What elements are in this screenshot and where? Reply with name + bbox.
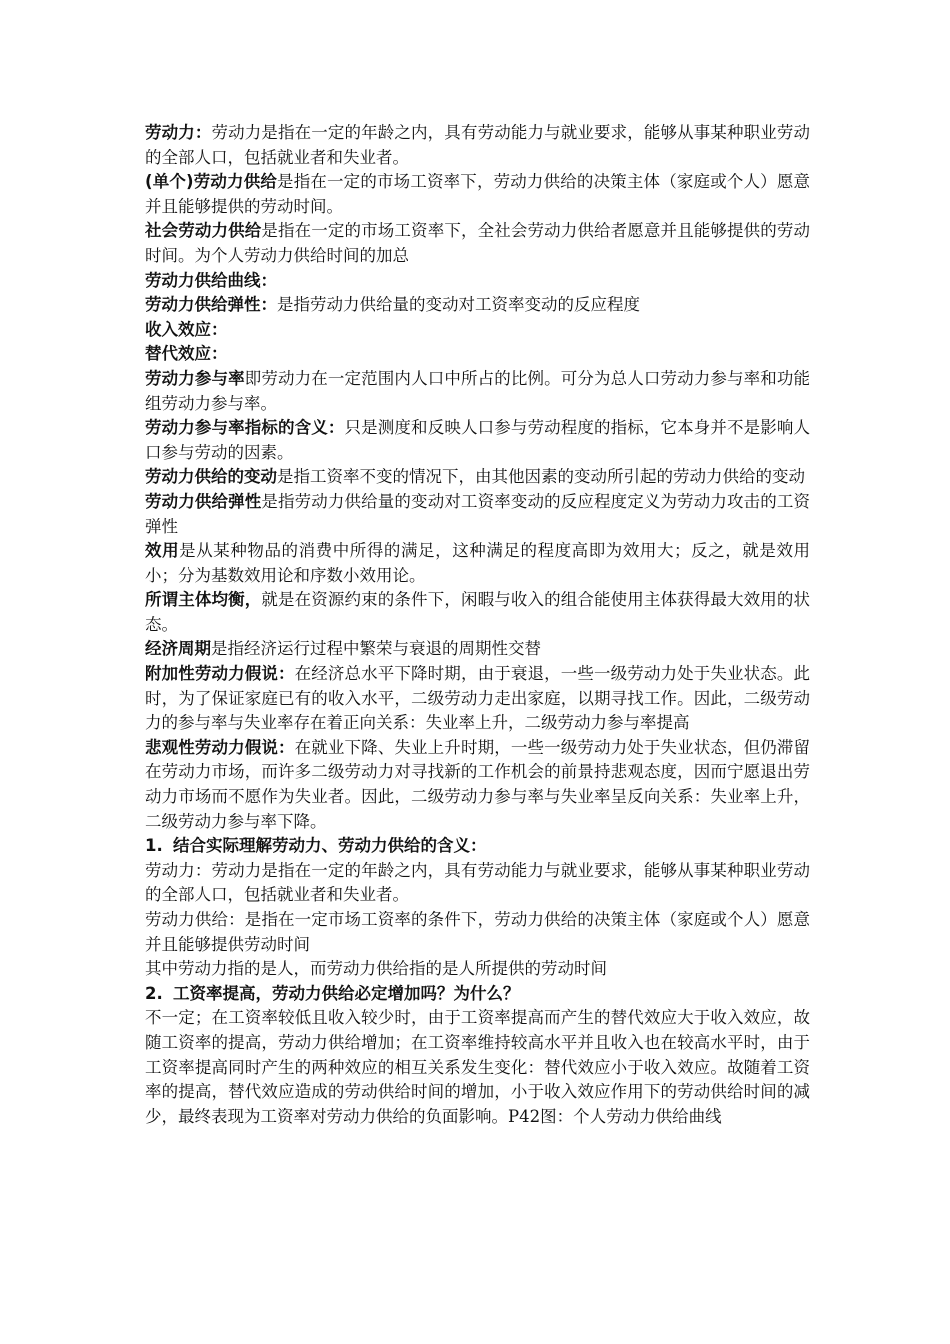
question-1-answer-line: 其中劳动力指的是人，而劳动力供给指的是人所提供的劳动时间 — [145, 959, 607, 979]
definition-subject-equilibrium — [145, 588, 810, 637]
definition-labor-supply-elasticity — [145, 293, 810, 318]
definition-text: 是指工资率不变的情况下，由其他因素的变动所引起的劳动力供给的变动 — [277, 467, 805, 487]
definition-text: 劳动力是指在一定的年龄之内，具有劳动能力与就业要求，能够从事某种职业劳动的全部人口，包括就业者和失业者。 — [145, 123, 811, 167]
definition-text: 在经济总水平下降时期，由于衰退，一些一级劳动力处于失业状态。此时，为了保证家庭已有的收入水平，二级劳动力走出家庭，以期寻找工作。因此，二级劳动力的参与率与失业率存在着正向关系：失业率上升，二级劳动力参与率提高 — [145, 664, 811, 733]
definition-text: 是指在一定的市场工资率下，劳动力供给的决策主体（家庭或个人）愿意并且能够提供的劳动时间。 — [145, 172, 810, 216]
definition-text: 在就业下降、失业上升时期，一些一级劳动力处于失业状态，但仍滞留在劳动力市场，而许多二级劳动力对寻找新的工作机会的前景持悲观态度，因而宁愿退出劳动力市场而不愿作为失业者。因此，二级劳动力参与率与失业率呈反向关系：失业率上升，二级劳动力参与率下降。 — [145, 737, 811, 831]
definition-discouraged-worker-hypothesis — [145, 736, 810, 834]
definition-individual-labor-supply — [145, 170, 810, 219]
term: 所谓主体均衡， — [145, 590, 262, 610]
term: 劳动力： — [145, 123, 212, 142]
term: 劳动力供给的变动 — [145, 467, 277, 487]
definition-text: 是指劳动力供给量的变动对工资率变动的反应程度 — [277, 295, 640, 315]
term: 劳动力参与率 — [145, 368, 245, 388]
definition-text: 即劳动力在一定范围内人口中所占的比例。可分为总人口劳动力参与率和功能组劳动力参与率。 — [145, 368, 811, 413]
term: 社会劳动力供给 — [145, 221, 262, 241]
term: 收入效应： — [145, 319, 228, 339]
question-1-answer-line: 劳动力供给：是指在一定市场工资率的条件下，劳动力供给的决策主体（家庭或个人）愿意并且能够提供劳动时间 — [145, 910, 810, 954]
definition-text: 只是测度和反映人口参与劳动程度的指标，它本身并不是影响人口参与劳动的因素。 — [145, 418, 811, 462]
definition-utility — [145, 539, 810, 588]
definition-labor-force — [145, 121, 810, 170]
definition-labor-supply-curve — [145, 269, 810, 294]
question-number: 2. — [145, 983, 163, 1003]
document-body — [145, 121, 810, 1129]
term: 附加性劳动力假说： — [145, 664, 295, 684]
question-1-answer-line: 劳动力：劳动力是指在一定的年龄之内，具有劳动能力与就业要求，能够从事某种职业劳动的全部人口，包括就业者和失业者。 — [145, 860, 810, 905]
definition-income-effect — [145, 318, 810, 343]
definition-text: 是指经济运行过程中繁荣与衰退的周期性交替 — [211, 639, 541, 659]
term: 经济周期 — [145, 639, 211, 659]
term: 劳动力供给曲线： — [145, 270, 277, 290]
term: 效用 — [145, 541, 180, 561]
term: (单个)劳动力供给 — [145, 172, 278, 192]
question-number: 1. — [145, 836, 163, 856]
definition-added-worker-hypothesis — [145, 662, 810, 736]
definition-labor-supply-change — [145, 465, 810, 490]
question-1-heading — [145, 834, 810, 859]
definition-participation-rate — [145, 367, 810, 416]
question-text: 结合实际理解劳动力、劳动力供给的含义： — [173, 836, 487, 856]
term: 悲观性劳动力假说： — [145, 737, 295, 757]
definition-participation-indicator — [145, 416, 810, 465]
term: 替代效应： — [145, 344, 228, 364]
definition-text: 就是在资源约束的条件下，闲暇与收入的组合能使用主体获得最大效用的状态。 — [145, 590, 811, 634]
question-2-answer: 不一定；在工资率较低且收入较少时，由于工资率提高而产生的替代效应大于收入效应，故随工资率的提高，劳动力供给增加；在工资率维持较高水平并且收入也在较高水平时，由于工资率提高同时产生的两种效应的相互关系发生变化：替代效应小于收入效应。故随着工资率的提高，替代效应造成的劳动供给时间的增加，小于收入效应作用下的劳动供给时间的减少，最终表现为工资率对劳动力供给的负面影响。P42图：个人劳动力供给曲线 — [145, 1008, 810, 1126]
question-2-heading — [145, 982, 810, 1007]
definition-text: 是指在一定的市场工资率下，全社会劳动力供给者愿意并且能够提供的劳动时间。为个人劳动力供给时间的加总 — [145, 221, 811, 265]
definition-substitution-effect — [145, 342, 810, 367]
definition-labor-supply-elasticity-2 — [145, 490, 810, 539]
question-text: 工资率提高，劳动力供给必定增加吗？为什么？ — [173, 983, 520, 1003]
term: 劳动力供给弹性 — [145, 491, 262, 511]
term: 劳动力供给弹性： — [145, 295, 277, 315]
definition-text: 是指劳动力供给量的变动对工资率变动的反应程度定义为劳动力攻击的工资弹性 — [145, 491, 811, 536]
term: 劳动力参与率指标的含义： — [145, 418, 345, 438]
definition-economic-cycle — [145, 637, 810, 662]
definition-social-labor-supply — [145, 219, 810, 268]
definition-text: 是从某种物品的消费中所得的满足，这种满足的程度高即为效用大；反之，就是效用小；分为基数效用论和序数小效用论。 — [145, 541, 811, 585]
